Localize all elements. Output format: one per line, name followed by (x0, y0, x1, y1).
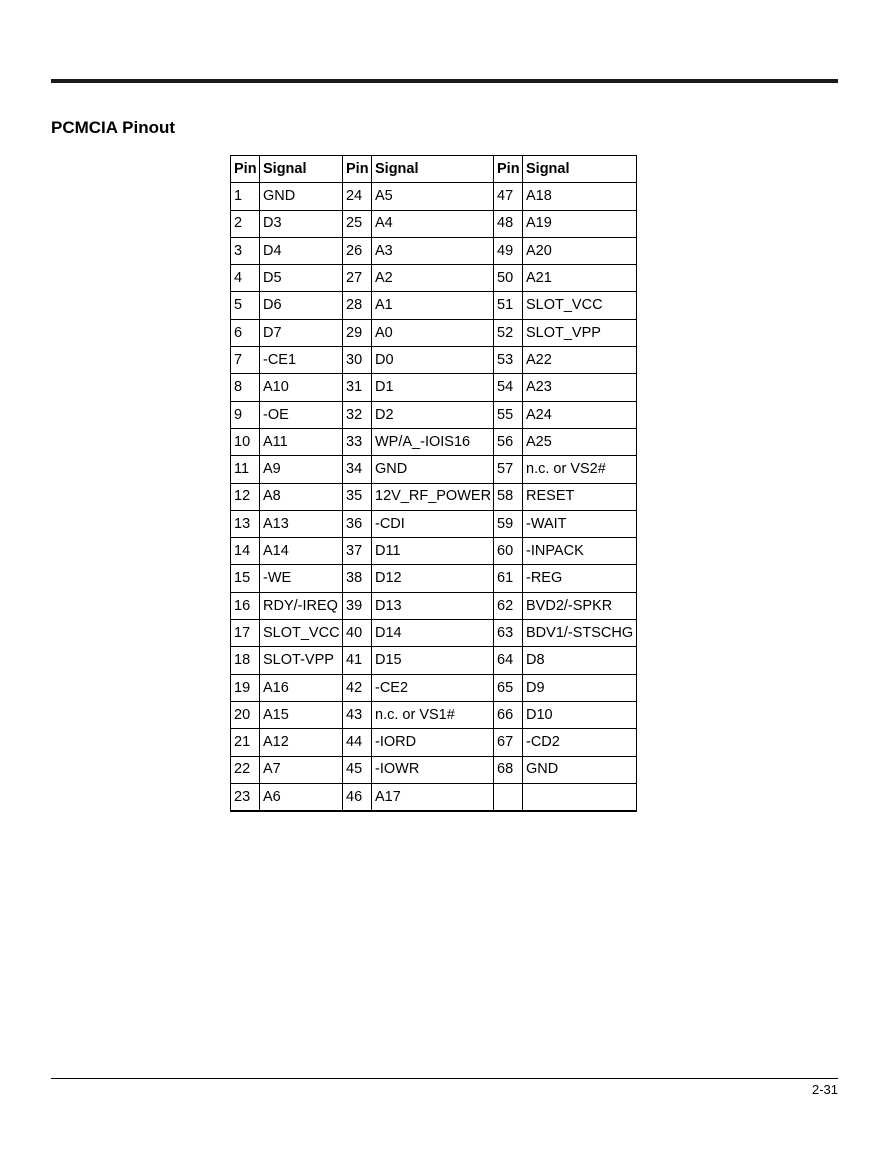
pin-cell: 19 (231, 674, 260, 701)
signal-cell: -WAIT (523, 510, 637, 537)
pin-cell: 30 (343, 347, 372, 374)
signal-cell: SLOT-VPP (260, 647, 343, 674)
section-title: PCMCIA Pinout (51, 118, 176, 137)
pin-cell: 3 (231, 237, 260, 264)
column-header-pin: Pin (231, 156, 260, 183)
signal-cell: A0 (372, 319, 494, 346)
pin-cell: 62 (494, 592, 523, 619)
signal-cell: A20 (523, 237, 637, 264)
signal-cell: A11 (260, 428, 343, 455)
table-row (231, 292, 637, 319)
signal-cell: D13 (372, 592, 494, 619)
signal-cell: BDV1/-STSCHG (523, 620, 637, 647)
pin-cell: 26 (343, 237, 372, 264)
table-row (231, 237, 637, 264)
signal-cell: A21 (523, 265, 637, 292)
signal-cell: A24 (523, 401, 637, 428)
pin-cell: 50 (494, 265, 523, 292)
table-row (231, 347, 637, 374)
pin-cell: 11 (231, 456, 260, 483)
table-row (231, 592, 637, 619)
signal-cell: -CD2 (523, 729, 637, 756)
signal-cell: -IORD (372, 729, 494, 756)
signal-cell: -REG (523, 565, 637, 592)
signal-cell: -CE2 (372, 674, 494, 701)
pin-cell: 22 (231, 756, 260, 783)
pin-cell: 29 (343, 319, 372, 346)
pin-cell: 66 (494, 701, 523, 728)
pin-cell: 39 (343, 592, 372, 619)
table-row (231, 756, 637, 783)
table-header-row (231, 156, 637, 183)
signal-cell: A13 (260, 510, 343, 537)
table-row (231, 428, 637, 455)
pin-cell: 64 (494, 647, 523, 674)
signal-cell: WP/A_-IOIS16 (372, 428, 494, 455)
signal-cell: A12 (260, 729, 343, 756)
pin-cell: 49 (494, 237, 523, 264)
signal-cell: A4 (372, 210, 494, 237)
signal-cell: D9 (523, 674, 637, 701)
pin-cell: 25 (343, 210, 372, 237)
pinout-table (230, 155, 637, 812)
table-row (231, 674, 637, 701)
signal-cell: A5 (372, 183, 494, 210)
table-row (231, 401, 637, 428)
table-row (231, 538, 637, 565)
pinout-table-body (231, 183, 637, 811)
signal-cell: A10 (260, 374, 343, 401)
signal-cell: D6 (260, 292, 343, 319)
pin-cell: 43 (343, 701, 372, 728)
table-row (231, 456, 637, 483)
pin-cell: 63 (494, 620, 523, 647)
signal-cell: GND (523, 756, 637, 783)
pin-cell: 61 (494, 565, 523, 592)
signal-cell: A14 (260, 538, 343, 565)
pin-cell: 15 (231, 565, 260, 592)
pin-cell: 17 (231, 620, 260, 647)
pin-cell: 44 (343, 729, 372, 756)
column-header-pin: Pin (343, 156, 372, 183)
pin-cell: 60 (494, 538, 523, 565)
signal-cell: A6 (260, 783, 343, 811)
pin-cell: 48 (494, 210, 523, 237)
footer-rule (51, 1078, 838, 1079)
signal-cell: SLOT_VCC (260, 620, 343, 647)
signal-cell: D2 (372, 401, 494, 428)
pin-cell: 58 (494, 483, 523, 510)
signal-cell: D1 (372, 374, 494, 401)
signal-cell: D5 (260, 265, 343, 292)
table-row (231, 729, 637, 756)
signal-cell: n.c. or VS1# (372, 701, 494, 728)
pin-cell (494, 783, 523, 811)
signal-cell: A9 (260, 456, 343, 483)
signal-cell: D8 (523, 647, 637, 674)
pin-cell: 47 (494, 183, 523, 210)
pin-cell: 67 (494, 729, 523, 756)
pin-cell: 2 (231, 210, 260, 237)
pin-cell: 68 (494, 756, 523, 783)
table-row (231, 483, 637, 510)
pin-cell: 24 (343, 183, 372, 210)
signal-cell: A19 (523, 210, 637, 237)
pin-cell: 16 (231, 592, 260, 619)
table-row (231, 265, 637, 292)
signal-cell: GND (372, 456, 494, 483)
page-number: 2-31 (811, 1082, 838, 1097)
pin-cell: 12 (231, 483, 260, 510)
pin-cell: 46 (343, 783, 372, 811)
pin-cell: 5 (231, 292, 260, 319)
signal-cell: A15 (260, 701, 343, 728)
table-row (231, 701, 637, 728)
pin-cell: 14 (231, 538, 260, 565)
pin-cell: 34 (343, 456, 372, 483)
table-row (231, 620, 637, 647)
header-rule (51, 79, 838, 83)
signal-cell: -OE (260, 401, 343, 428)
signal-cell: GND (260, 183, 343, 210)
signal-cell: D15 (372, 647, 494, 674)
signal-cell: -CE1 (260, 347, 343, 374)
signal-cell: BVD2/-SPKR (523, 592, 637, 619)
signal-cell: -IOWR (372, 756, 494, 783)
signal-cell: A25 (523, 428, 637, 455)
signal-cell: -INPACK (523, 538, 637, 565)
signal-cell: A3 (372, 237, 494, 264)
signal-cell: RDY/-IREQ (260, 592, 343, 619)
signal-cell: D14 (372, 620, 494, 647)
signal-cell: D7 (260, 319, 343, 346)
pin-cell: 53 (494, 347, 523, 374)
signal-cell: A18 (523, 183, 637, 210)
table-row (231, 210, 637, 237)
table-row (231, 183, 637, 210)
column-header-pin: Pin (494, 156, 523, 183)
pin-cell: 18 (231, 647, 260, 674)
signal-cell (523, 783, 637, 811)
column-header-signal: Signal (523, 156, 637, 183)
signal-cell: A1 (372, 292, 494, 319)
pin-cell: 41 (343, 647, 372, 674)
table-row (231, 565, 637, 592)
pin-cell: 27 (343, 265, 372, 292)
pin-cell: 57 (494, 456, 523, 483)
pin-cell: 33 (343, 428, 372, 455)
signal-cell: -CDI (372, 510, 494, 537)
signal-cell: D3 (260, 210, 343, 237)
pin-cell: 36 (343, 510, 372, 537)
pin-cell: 40 (343, 620, 372, 647)
signal-cell: A22 (523, 347, 637, 374)
signal-cell: D11 (372, 538, 494, 565)
pin-cell: 1 (231, 183, 260, 210)
signal-cell: A7 (260, 756, 343, 783)
pin-cell: 56 (494, 428, 523, 455)
pin-cell: 54 (494, 374, 523, 401)
signal-cell: 12V_RF_POWER (372, 483, 494, 510)
signal-cell: SLOT_VPP (523, 319, 637, 346)
signal-cell: D12 (372, 565, 494, 592)
pin-cell: 7 (231, 347, 260, 374)
signal-cell: D10 (523, 701, 637, 728)
pin-cell: 9 (231, 401, 260, 428)
pin-cell: 37 (343, 538, 372, 565)
pin-cell: 35 (343, 483, 372, 510)
table-row (231, 510, 637, 537)
signal-cell: A8 (260, 483, 343, 510)
column-header-signal: Signal (260, 156, 343, 183)
pin-cell: 4 (231, 265, 260, 292)
signal-cell: D4 (260, 237, 343, 264)
pin-cell: 28 (343, 292, 372, 319)
pin-cell: 8 (231, 374, 260, 401)
table-row (231, 783, 637, 811)
pin-cell: 21 (231, 729, 260, 756)
signal-cell: -WE (260, 565, 343, 592)
pin-cell: 38 (343, 565, 372, 592)
pin-cell: 59 (494, 510, 523, 537)
pin-cell: 20 (231, 701, 260, 728)
table-row (231, 647, 637, 674)
signal-cell: SLOT_VCC (523, 292, 637, 319)
column-header-signal: Signal (372, 156, 494, 183)
pin-cell: 31 (343, 374, 372, 401)
pin-cell: 45 (343, 756, 372, 783)
pin-cell: 42 (343, 674, 372, 701)
pin-cell: 32 (343, 401, 372, 428)
table-row (231, 374, 637, 401)
pin-cell: 13 (231, 510, 260, 537)
signal-cell: A17 (372, 783, 494, 811)
signal-cell: RESET (523, 483, 637, 510)
pin-cell: 55 (494, 401, 523, 428)
pin-cell: 65 (494, 674, 523, 701)
signal-cell: n.c. or VS2# (523, 456, 637, 483)
pin-cell: 6 (231, 319, 260, 346)
signal-cell: A23 (523, 374, 637, 401)
signal-cell: A16 (260, 674, 343, 701)
pin-cell: 10 (231, 428, 260, 455)
pin-cell: 51 (494, 292, 523, 319)
signal-cell: D0 (372, 347, 494, 374)
pin-cell: 23 (231, 783, 260, 811)
signal-cell: A2 (372, 265, 494, 292)
pin-cell: 52 (494, 319, 523, 346)
table-row (231, 319, 637, 346)
